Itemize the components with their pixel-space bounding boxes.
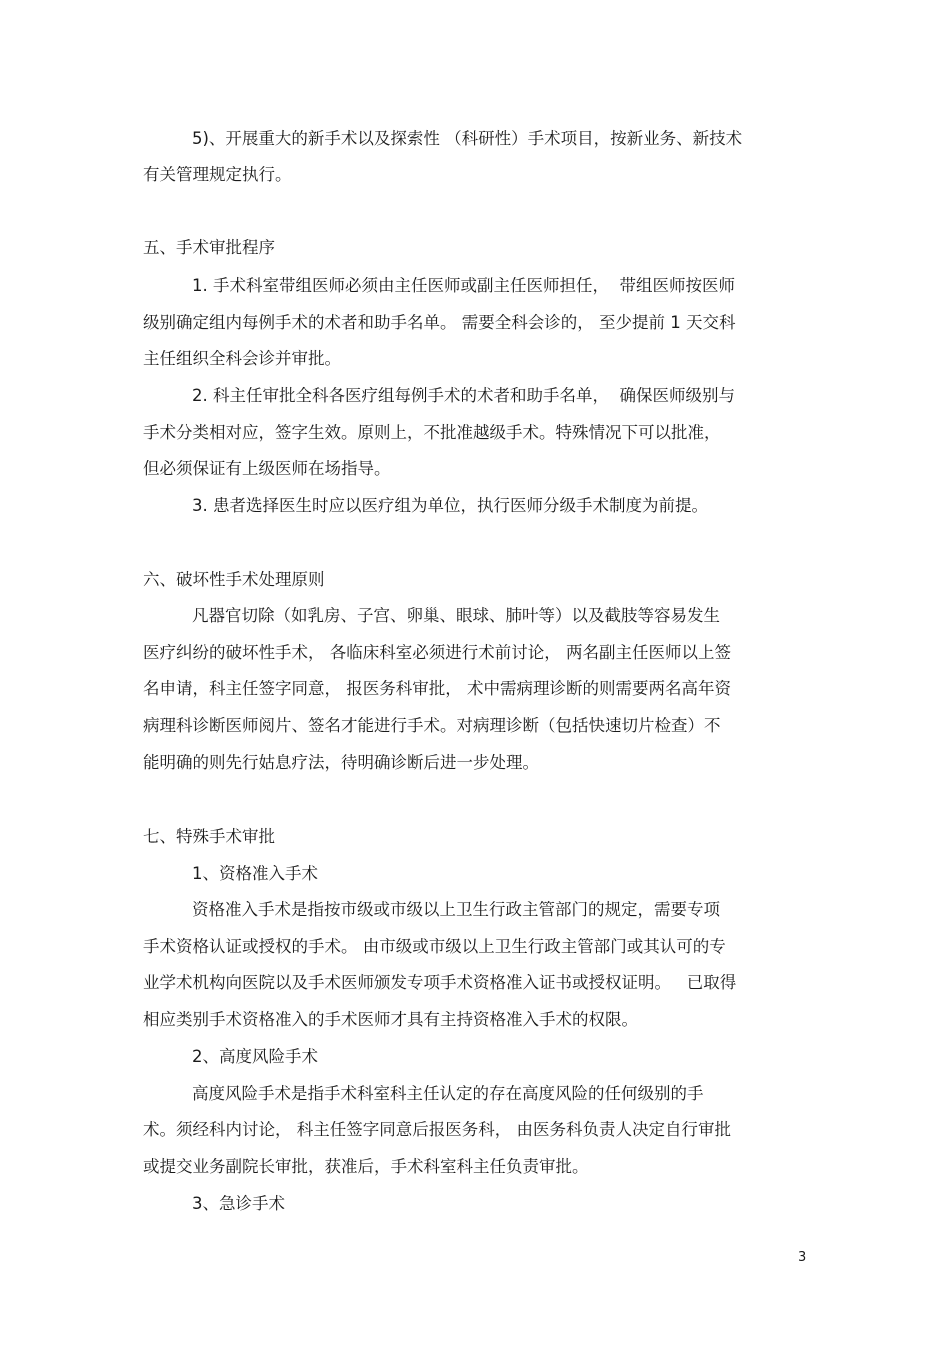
- section7-sub3-title: 3、急诊手术: [192, 1194, 285, 1213]
- item5-line2: 有关管理规定执行。: [143, 165, 292, 184]
- section5-p2-line: 但必须保证有上级医师在场指导。: [143, 459, 391, 478]
- section6-p1-line: 医疗纠纷的破坏性手术， 各临床科室必须进行术前讨论， 两名副主任医师以上签: [143, 643, 731, 662]
- section5-p1-line: 主任组织全科会诊并审批。: [143, 349, 341, 368]
- section5-p1-line: 1. 手术科室带组医师必须由主任医师或副主任医师担任， 带组医师按医师: [192, 276, 735, 295]
- section5-p2-line: 手术分类相对应，签字生效。原则上，不批准越级手术。特殊情况下可以批准，: [143, 423, 721, 442]
- section5-p2-line: 2. 科主任审批全科各医疗组每例手术的术者和助手名单， 确保医师级别与: [192, 386, 735, 405]
- section6-p1-line: 能明确的则先行姑息疗法，待明确诊断后进一步处理。: [143, 753, 539, 772]
- section6-heading: 六、破坏性手术处理原则: [143, 570, 325, 589]
- item5-line1: 5)、开展重大的新手术以及探索性 （科研性）手术项目，按新业务、新技术: [192, 129, 743, 148]
- section6-p1-line: 病理科诊断医师阅片、签名才能进行手术。对病理诊断（包括快速切片检查）不: [143, 716, 721, 735]
- section7-sub2-line: 或提交业务副院长审批，获准后，手术科室科主任负责审批。: [143, 1157, 589, 1176]
- section5-p3-line: 3. 患者选择医生时应以医疗组为单位，执行医师分级手术制度为前提。: [192, 496, 708, 515]
- section6-p1-line: 名申请，科主任签字同意， 报医务科审批， 术中需病理诊断的则需要两名高年资: [143, 679, 731, 698]
- section6-p1-line: 凡器官切除（如乳房、子宫、卵巢、眼球、肺叶等）以及截肢等容易发生: [192, 606, 720, 625]
- section7-sub1-title: 1、资格准入手术: [192, 864, 318, 883]
- section5-p1-line: 级别确定组内每例手术的术者和助手名单。 需要全科会诊的， 至少提前 1 天交科: [143, 313, 736, 332]
- section7-sub2-line: 术。须经科内讨论， 科主任签字同意后报医务科， 由医务科负责人决定自行审批: [143, 1120, 731, 1139]
- page-number: 3: [798, 1250, 807, 1265]
- section7-sub1-line: 相应类别手术资格准入的手术医师才具有主持资格准入手术的权限。: [143, 1010, 638, 1029]
- section7-sub1-line: 业学术机构向医院以及手术医师颁发专项手术资格准入证书或授权证明。 已取得: [143, 973, 737, 992]
- section5-heading: 五、手术审批程序: [143, 238, 275, 257]
- section7-sub2-title: 2、高度风险手术: [192, 1047, 318, 1066]
- section7-sub1-line: 手术资格认证或授权的手术。 由市级或市级以上卫生行政主管部门或其认可的专: [143, 937, 726, 956]
- section7-heading: 七、特殊手术审批: [143, 827, 275, 846]
- section7-sub2-line: 高度风险手术是指手术科室科主任认定的存在高度风险的任何级别的手: [192, 1084, 704, 1103]
- section7-sub1-line: 资格准入手术是指按市级或市级以上卫生行政主管部门的规定，需要专项: [192, 900, 720, 919]
